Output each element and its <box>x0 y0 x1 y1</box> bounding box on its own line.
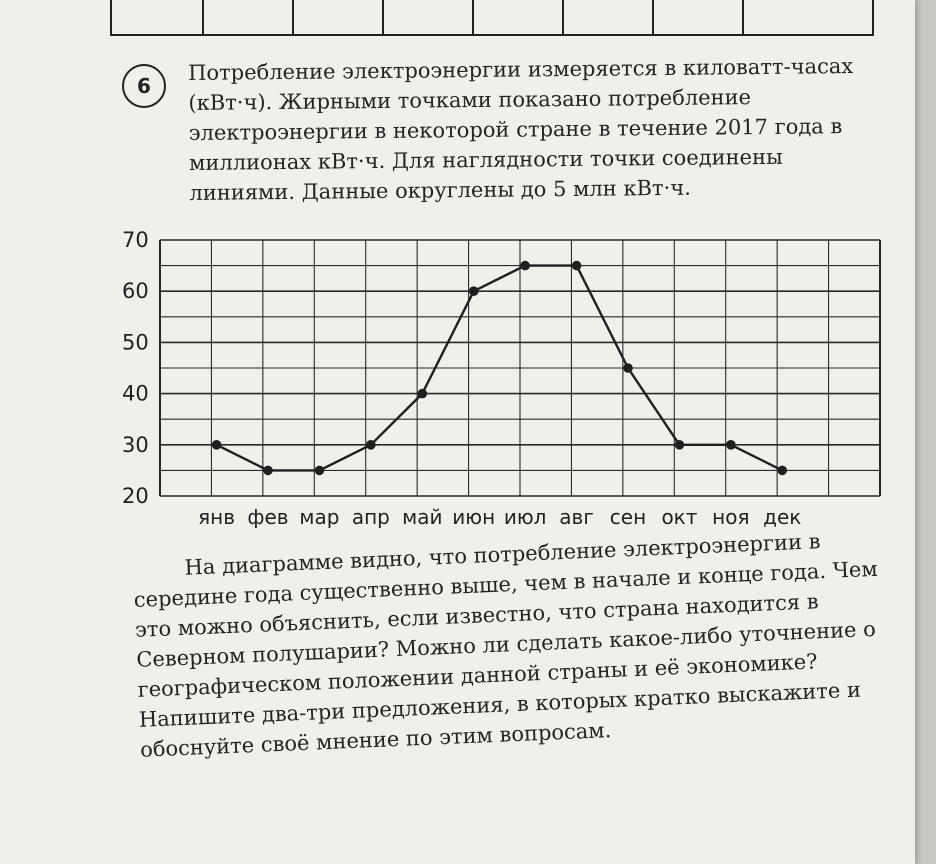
x-tick-label: окт <box>661 505 698 528</box>
y-tick-label: 20 <box>122 484 149 508</box>
chart-grid <box>160 240 880 496</box>
data-point <box>417 389 427 399</box>
x-tick-label: дек <box>763 505 802 528</box>
data-point <box>623 363 633 373</box>
data-point <box>366 440 376 450</box>
x-tick-label: мар <box>299 505 340 528</box>
y-axis-ticks <box>122 228 149 508</box>
answer-table-fragment <box>110 0 874 36</box>
x-tick-label: апр <box>351 505 390 528</box>
task-number-badge <box>122 64 166 108</box>
x-axis-ticks <box>198 505 801 528</box>
table-divider <box>382 0 384 34</box>
data-point <box>263 466 273 476</box>
question-text <box>132 523 900 765</box>
task-text: Потребление электроэнергии измеряется в киловатт-часах (кВт·ч). Жирными точками показано потребление электроэнергии в некоторой стране в течение 2017 года в миллионах кВт·ч. Для наглядности точки соединены линиями. Данные округлены до 5 млн кВт·ч. <box>188 54 854 205</box>
x-tick-label: июл <box>503 505 547 528</box>
x-tick-label: авг <box>559 505 594 528</box>
x-tick-label: май <box>402 505 443 528</box>
question-body: На диаграмме видно, что потребление электроэнергии в середине года существенно выше, чем в начале и конце года. Чем это можно объяснить, если известно, что страна находится в Северном полушарии? Можно ли сделать какое-либо уточнение о географическом положении данной страны и её экономике? Напишите два-три предложения, в которых кратко выскажите и обоснуйте своё мнение по этим вопросам. <box>133 529 879 762</box>
table-divider <box>562 0 564 34</box>
y-tick-label: 70 <box>122 228 149 252</box>
table-divider <box>202 0 204 34</box>
task-number: 6 <box>137 74 151 98</box>
data-point <box>777 466 787 476</box>
data-point <box>726 440 736 450</box>
y-tick-label: 50 <box>122 330 149 355</box>
data-point <box>572 261 582 271</box>
data-point <box>315 466 325 476</box>
x-tick-label: июн <box>452 505 496 528</box>
data-point <box>520 261 530 271</box>
y-tick-label: 30 <box>122 432 149 457</box>
table-divider <box>742 0 744 34</box>
table-divider <box>472 0 474 34</box>
x-tick-label: фев <box>247 505 289 528</box>
data-point <box>212 440 222 450</box>
table-divider <box>292 0 294 34</box>
data-point <box>469 286 479 296</box>
y-tick-label: 40 <box>122 381 149 406</box>
x-tick-label: ноя <box>712 505 750 528</box>
x-tick-label: сен <box>609 505 647 528</box>
electricity-consumption-chart <box>120 228 890 528</box>
x-tick-label: янв <box>198 505 236 528</box>
y-tick-label: 60 <box>122 279 149 304</box>
data-point <box>675 440 685 450</box>
table-divider <box>652 0 654 34</box>
